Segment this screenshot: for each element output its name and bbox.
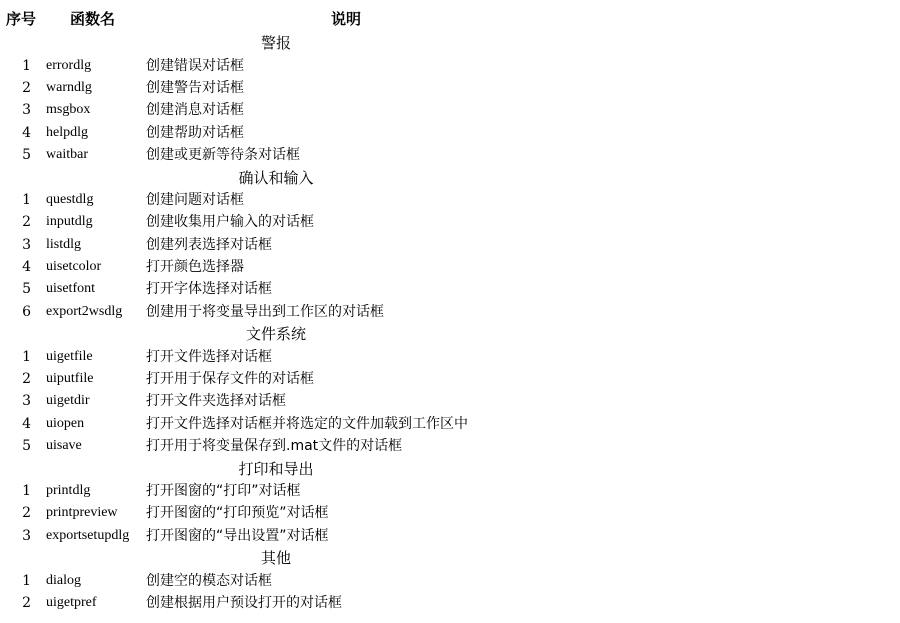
row-index: 1: [22, 483, 31, 499]
row-index: 2: [22, 79, 31, 96]
function-name: exportsetupdlg: [46, 527, 130, 543]
section-title: 其他: [260, 549, 291, 568]
row-index: 4: [22, 415, 31, 432]
section-title: 文件系统: [245, 325, 306, 344]
function-description: 打开用于保存文件的对话框: [146, 371, 314, 388]
section-title: 打印和导出: [238, 459, 314, 478]
function-name: printdlg: [46, 483, 91, 498]
table-row: [6, 368, 546, 390]
table-row: [6, 144, 546, 166]
function-description: 打开颜色选择器: [146, 259, 244, 276]
row-index: 1: [22, 57, 31, 74]
function-name: inputdlg: [46, 214, 93, 230]
function-name: uisetfont: [46, 281, 95, 297]
table-row: [6, 569, 546, 591]
function-description: 创建用于将变量导出到工作区的对话框: [146, 303, 384, 320]
table-row: [6, 435, 546, 457]
function-description: 打开图窗的“打印预览”对话框: [146, 505, 329, 522]
table-row: [6, 525, 546, 547]
table-row: [6, 99, 546, 121]
function-name: uigetpref: [46, 594, 97, 610]
table-row: [6, 413, 546, 435]
row-index: 3: [22, 102, 31, 119]
row-index: 3: [22, 236, 31, 253]
table-row: [6, 301, 546, 323]
row-index: 2: [22, 371, 31, 388]
row-index: 4: [22, 124, 31, 141]
table-row: [6, 234, 546, 256]
function-description: 创建或更新等待条对话框: [146, 147, 300, 164]
function-name: uigetdir: [46, 393, 90, 409]
table-row: [6, 189, 546, 211]
function-reference-table: [6, 6, 546, 614]
function-description: 创建消息对话框: [146, 102, 244, 119]
function-name: errordlg: [46, 57, 92, 73]
function-name: uigetfile: [46, 348, 93, 364]
section-header-row: [6, 457, 546, 479]
table-row: [6, 211, 546, 233]
section-title: 警报: [260, 34, 291, 53]
header-description: 说明: [330, 10, 361, 28]
function-description: 创建错误对话框: [146, 57, 244, 74]
table-body: [6, 32, 546, 614]
header-index: 序号: [6, 10, 37, 28]
table-row: [6, 592, 546, 614]
table-row: [6, 77, 546, 99]
function-description: 创建警告对话框: [146, 79, 244, 96]
function-description: 打开图窗的“打印”对话框: [146, 483, 301, 499]
function-description: 创建空的模态对话框: [146, 572, 272, 589]
function-name: uiputfile: [46, 371, 94, 387]
function-name: msgbox: [46, 102, 91, 118]
row-index: 5: [22, 438, 31, 455]
function-description: 创建列表选择对话框: [146, 236, 272, 253]
table-row: [6, 278, 546, 300]
function-name: waitbar: [46, 147, 88, 163]
table-row: [6, 480, 546, 502]
row-index: 1: [22, 191, 31, 208]
function-description: 打开图窗的“导出设置”对话框: [146, 527, 329, 544]
function-description: 打开文件选择对话框: [146, 348, 272, 365]
section-header-row: [6, 166, 546, 188]
row-index: 5: [22, 281, 31, 298]
table-row: [6, 345, 546, 367]
table-row: [6, 256, 546, 278]
section-header-row: [6, 323, 546, 345]
row-index: 1: [22, 348, 31, 365]
function-name: dialog: [46, 572, 81, 588]
table-row: [6, 502, 546, 524]
row-index: 6: [22, 303, 31, 320]
row-index: 4: [22, 259, 31, 276]
function-description: 打开字体选择对话框: [146, 281, 272, 298]
function-description: 创建帮助对话框: [146, 124, 244, 141]
header-function: 函数名: [70, 10, 116, 28]
row-index: 1: [22, 572, 31, 589]
function-name: helpdlg: [46, 124, 88, 140]
function-description: 打开文件夹选择对话框: [146, 393, 286, 410]
row-index: 2: [22, 214, 31, 231]
table-header-row: [6, 6, 546, 32]
function-name: uiopen: [46, 415, 85, 431]
table-row: [6, 122, 546, 144]
row-index: 3: [22, 527, 31, 544]
function-description: 打开文件选择对话框并将选定的文件加载到工作区中: [146, 415, 468, 432]
row-index: 3: [22, 393, 31, 410]
function-description: 打开用于将变量保存到.mat文件的对话框: [146, 438, 403, 455]
section-header-row: [6, 32, 546, 54]
function-name: questdlg: [46, 191, 94, 207]
function-name: printpreview: [46, 505, 118, 521]
table-row: [6, 390, 546, 412]
function-name: uisetcolor: [46, 259, 102, 275]
function-name: export2wsdlg: [46, 303, 123, 319]
table-row: [6, 54, 546, 76]
section-title: 确认和输入: [238, 168, 314, 187]
function-name: warndlg: [46, 79, 92, 95]
function-description: 创建问题对话框: [146, 191, 244, 208]
row-index: 5: [22, 147, 31, 164]
function-name: uisave: [46, 438, 82, 454]
function-description: 创建收集用户输入的对话框: [146, 214, 314, 231]
function-name: listdlg: [46, 236, 82, 252]
row-index: 2: [22, 594, 31, 611]
function-description: 创建根据用户预设打开的对话框: [146, 594, 342, 611]
row-index: 2: [22, 505, 31, 522]
section-header-row: [6, 547, 546, 569]
